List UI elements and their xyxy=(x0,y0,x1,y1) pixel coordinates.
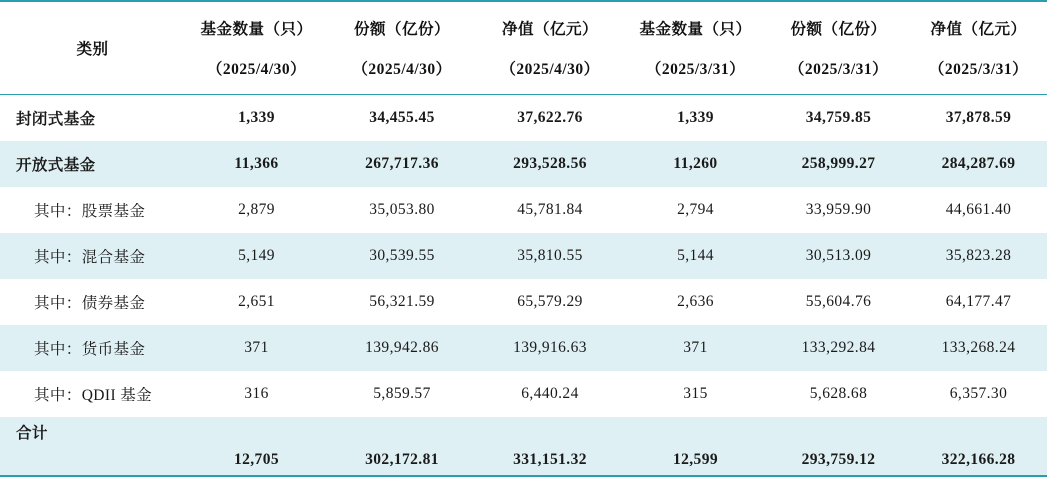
cell-value: 55,604.76 xyxy=(805,293,872,310)
table-row xyxy=(0,187,1047,233)
row-label-money-market-fund: 其中：货币基金 xyxy=(0,325,185,371)
cell-value: 11,366 xyxy=(185,141,328,187)
cell-value: 2,794 xyxy=(677,201,714,218)
header-label-count-mar: 基金数量（只） xyxy=(639,21,752,38)
cell-value: 371 xyxy=(185,325,328,371)
cell-value: 12,705 xyxy=(185,417,328,476)
cell-value: 34,759.85 xyxy=(805,109,872,126)
row-label-equity-fund: 其中：股票基金 xyxy=(34,203,146,220)
header-label-nav-mar: 净值（亿元） xyxy=(930,21,1027,38)
cell-value: 1,339 xyxy=(238,109,275,126)
cell-value: 267,717.36 xyxy=(328,141,476,187)
row-label-qdii-fund: 其中：QDII 基金 xyxy=(34,387,153,404)
header-cell-nav-mar xyxy=(910,1,1047,95)
cell-value: 56,321.59 xyxy=(369,293,435,310)
cell-value: 139,942.86 xyxy=(328,325,476,371)
header-label-count-apr: 基金数量（只） xyxy=(200,21,313,38)
cell-value: 44,661.40 xyxy=(945,201,1012,218)
row-label-open-end: 开放式基金 xyxy=(0,141,185,187)
cell-value: 371 xyxy=(624,325,767,371)
header-cell-count-apr xyxy=(185,1,328,95)
cell-value: 133,292.84 xyxy=(767,325,910,371)
cell-value: 45,781.84 xyxy=(517,201,583,218)
row-label-bond-fund: 其中：债券基金 xyxy=(34,295,146,312)
header-date-shares-mar: （2025/3/31） xyxy=(788,61,889,78)
cell-value: 35,053.80 xyxy=(369,201,435,218)
cell-value: 322,166.28 xyxy=(910,417,1047,476)
table-row xyxy=(0,95,1047,142)
cell-value: 33,959.90 xyxy=(805,201,872,218)
header-label-shares-mar: 份额（亿份） xyxy=(790,21,887,38)
cell-value: 34,455.45 xyxy=(369,109,435,126)
table-row xyxy=(0,141,1047,187)
table-header xyxy=(0,1,1047,95)
header-cell-count-mar xyxy=(624,1,767,95)
header-label-nav-apr: 净值（亿元） xyxy=(501,21,598,38)
cell-value: 35,810.55 xyxy=(476,233,624,279)
cell-value: 30,539.55 xyxy=(328,233,476,279)
cell-value: 316 xyxy=(244,385,269,402)
cell-value: 5,144 xyxy=(624,233,767,279)
row-label-total: 合计 xyxy=(0,417,185,476)
cell-value: 5,149 xyxy=(185,233,328,279)
cell-value: 37,622.76 xyxy=(517,109,583,126)
header-row xyxy=(0,1,1047,95)
header-cell-shares-apr xyxy=(328,1,476,95)
cell-value: 30,513.09 xyxy=(767,233,910,279)
header-date-nav-mar: （2025/3/31） xyxy=(928,61,1029,78)
table-body xyxy=(0,95,1047,477)
cell-value: 258,999.27 xyxy=(767,141,910,187)
row-label-closed-end: 封闭式基金 xyxy=(16,111,96,128)
header-cell-nav-apr xyxy=(476,1,624,95)
cell-value: 1,339 xyxy=(677,109,714,126)
table-row xyxy=(0,325,1047,371)
table-row-total xyxy=(0,417,1047,476)
header-date-shares-apr: （2025/4/30） xyxy=(352,61,452,78)
cell-value: 12,599 xyxy=(624,417,767,476)
cell-value: 293,528.56 xyxy=(476,141,624,187)
header-category-label: 类别 xyxy=(76,41,109,58)
cell-value: 6,357.30 xyxy=(949,385,1008,402)
cell-value: 11,260 xyxy=(624,141,767,187)
header-cell-category xyxy=(0,1,185,95)
cell-value: 2,879 xyxy=(238,201,275,218)
cell-value: 284,287.69 xyxy=(910,141,1047,187)
header-date-nav-apr: （2025/4/30） xyxy=(500,61,600,78)
cell-value: 65,579.29 xyxy=(517,293,583,310)
header-date-count-mar: （2025/3/31） xyxy=(645,61,746,78)
header-date-count-apr: （2025/4/30） xyxy=(206,61,307,78)
header-label-shares-apr: 份额（亿份） xyxy=(353,21,450,38)
cell-value: 302,172.81 xyxy=(328,417,476,476)
cell-value: 2,651 xyxy=(238,293,275,310)
cell-value: 293,759.12 xyxy=(767,417,910,476)
cell-value: 2,636 xyxy=(677,293,714,310)
cell-value: 64,177.47 xyxy=(945,293,1012,310)
header-cell-shares-mar xyxy=(767,1,910,95)
table-row xyxy=(0,371,1047,417)
cell-value: 6,440.24 xyxy=(521,385,579,402)
cell-value: 139,916.63 xyxy=(476,325,624,371)
cell-value: 5,859.57 xyxy=(373,385,431,402)
cell-value: 133,268.24 xyxy=(910,325,1047,371)
cell-value: 5,628.68 xyxy=(809,385,868,402)
row-label-hybrid-fund: 其中：混合基金 xyxy=(0,233,185,279)
cell-value: 37,878.59 xyxy=(945,109,1012,126)
cell-value: 331,151.32 xyxy=(476,417,624,476)
cell-value: 35,823.28 xyxy=(910,233,1047,279)
table-row xyxy=(0,233,1047,279)
cell-value: 315 xyxy=(683,385,708,402)
table-row xyxy=(0,279,1047,325)
